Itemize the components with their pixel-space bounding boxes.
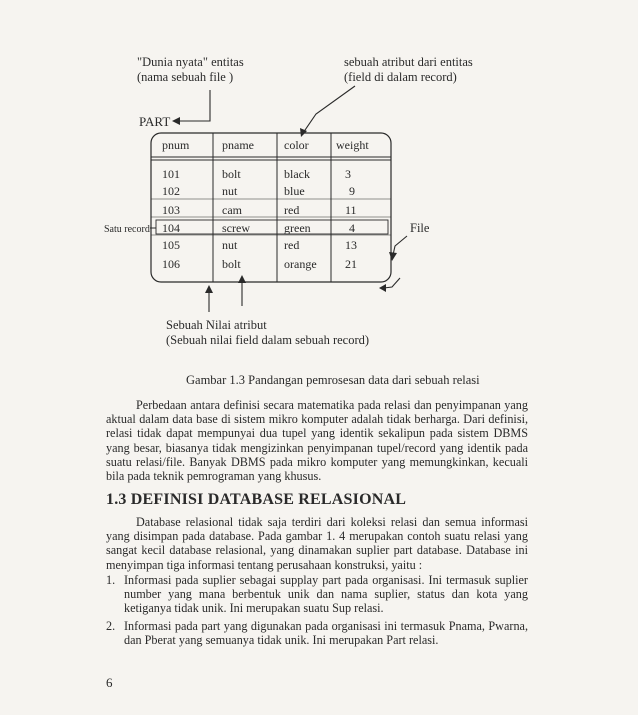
- table-cell: 4: [349, 221, 355, 235]
- table-cell: 106: [162, 257, 180, 271]
- table-cell: 21: [345, 257, 357, 271]
- label-part: PART: [139, 114, 171, 129]
- label-satu-record: Satu record: [104, 224, 150, 235]
- table-cell: 11: [345, 203, 357, 217]
- table-header-pname: pname: [222, 138, 254, 152]
- table-cell: red: [284, 203, 300, 217]
- table-header-color: color: [284, 138, 309, 152]
- table-cell: 102: [162, 184, 180, 198]
- label-nilai-atribut: Sebuah Nilai atribut (Sebuah nilai field dalam sebuah record): [166, 318, 370, 347]
- table-cell: green: [284, 221, 311, 235]
- page-number: 6: [106, 675, 113, 690]
- table-cell: cam: [222, 203, 242, 217]
- paragraph-2: Database relasional tidak saja terdiri dari koleksi relasi dan semua informasi yang disimpan pada database. Pada gambar 1. 4 merupakan contoh suatu relasi yang sangat kecil database relasional, yang dinamakan suplier part database. Database ini menyimpan tiga informasi tentang perusahaan konstruksi, yaitu :: [106, 515, 528, 572]
- table-cell: 3: [345, 167, 351, 181]
- table-cell: nut: [222, 238, 238, 252]
- table-header-pnum: pnum: [162, 138, 190, 152]
- list-item-text: Informasi pada part yang digunakan pada organisasi ini termasuk Pnama, Pwarna, dan Pberat yang semuanya tidak unik. Ini merupakan Part relasi.: [124, 618, 528, 647]
- label-dunia-nyata: "Dunia nyata" entitas (nama sebuah file ): [137, 55, 244, 84]
- table-cell: screw: [222, 221, 250, 235]
- list-item-number: 1.: [106, 573, 116, 587]
- table-cell: orange: [284, 257, 317, 271]
- table-cell: 13: [345, 238, 357, 252]
- list-item-number: 2.: [106, 618, 116, 633]
- table-cell: bolt: [222, 257, 241, 271]
- table-cell: red: [284, 238, 300, 252]
- table-cell: nut: [222, 184, 238, 198]
- table-cell: 104: [162, 221, 180, 235]
- table-cell: bolt: [222, 167, 241, 181]
- table-cell: 9: [349, 184, 355, 198]
- table-cell: 105: [162, 238, 180, 252]
- definition-list: [106, 573, 528, 650]
- table-cell: 101: [162, 167, 180, 181]
- label-file: File: [410, 221, 430, 235]
- table-cell: blue: [284, 184, 305, 198]
- section-heading: 1.3 DEFINISI DATABASE RELASIONAL: [106, 491, 407, 508]
- paragraph-1: Perbedaan antara definisi secara matematika pada relasi dan penyimpanan yang aktual dalam data base di sistem mikro komputer adalah tidak berharga. Dari definisi, relasi tidak dapat mempunyai dua tupel yang identik sekalipun pada sistem DBMS yang besar, biasanya tidak mengizinkan penyimpanan tupel/record yang identik pada suatu relasi/file. Banyak DBMS pada mikro komputer yang memungkinkan, kecuali bila pada teknik pemrograman yang khusus.: [106, 398, 528, 484]
- table-cell: black: [284, 167, 310, 181]
- list-item-text: Informasi pada suplier sebagai supplay part pada organisasi. Ini termasuk suplier number yang mana berbentuk unik dan nama suplier, status dan kota yang ketiganya tidak unik. Ini merupakan suatu Sup relasi.: [124, 573, 528, 616]
- figure-caption: Gambar 1.3 Pandangan pemrosesan data dari sebuah relasi: [186, 373, 480, 387]
- list-item: [106, 619, 528, 647]
- label-atribut-entitas: sebuah atribut dari entitas (field di dalam record): [344, 55, 473, 84]
- list-item: [106, 573, 528, 616]
- table-cell: 103: [162, 203, 180, 217]
- table-header-weight: weight: [336, 138, 369, 152]
